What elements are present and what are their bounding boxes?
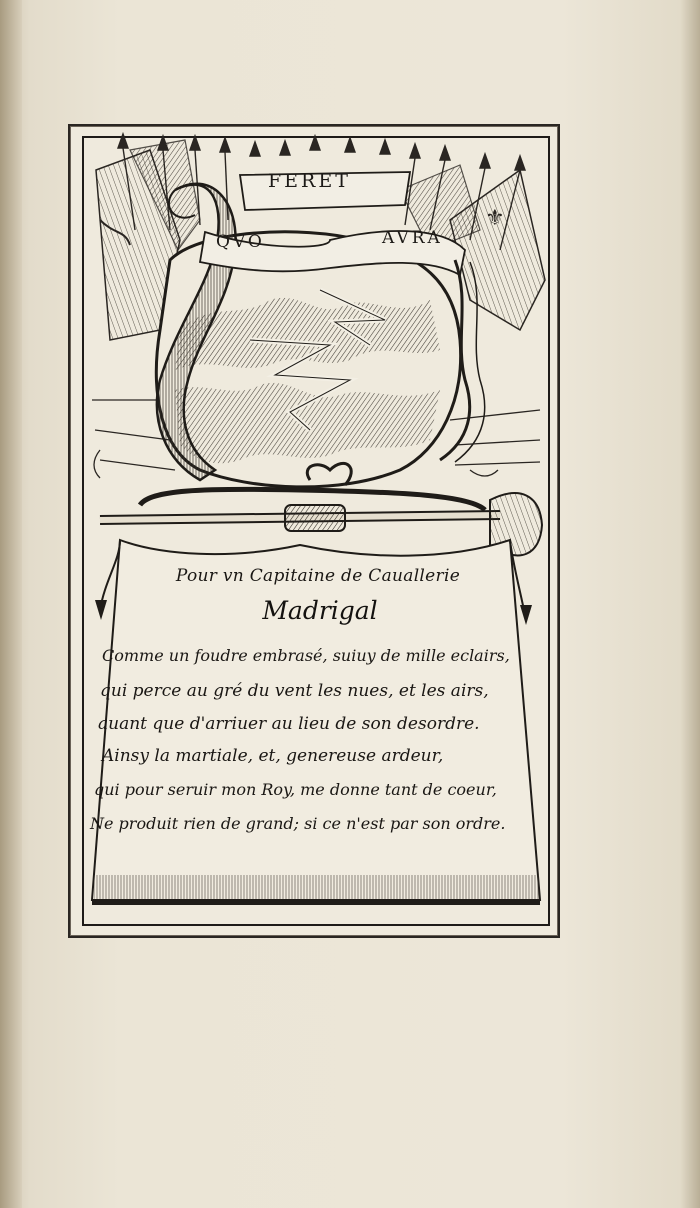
verse-line-3: auant que d'arriuer au lieu de son desordre. bbox=[98, 714, 480, 734]
poem-title: Madrigal bbox=[262, 596, 378, 625]
verse-line-6: Ne produit rien de grand; si ce n'est par son ordre. bbox=[90, 814, 506, 833]
motto-bottom-left: QVO bbox=[216, 232, 265, 252]
svg-text:⚜: ⚜ bbox=[485, 206, 505, 231]
verse-line-5: qui pour seruir mon Roy, me donne tant de coeur, bbox=[94, 780, 497, 799]
verse-line-1: Comme un foudre embrasé, suiuy de mille eclairs, bbox=[102, 646, 510, 665]
verse-line-2: qui perce au gré du vent les nues, et les airs, bbox=[100, 681, 489, 701]
motto-top: FERET bbox=[268, 170, 351, 192]
poem-heading: Pour vn Capitaine de Cauallerie bbox=[175, 566, 461, 586]
motto-bottom-right: AVRA bbox=[382, 228, 443, 248]
verse-line-4: Ainsy la martiale, et, genereuse ardeur, bbox=[102, 746, 444, 766]
